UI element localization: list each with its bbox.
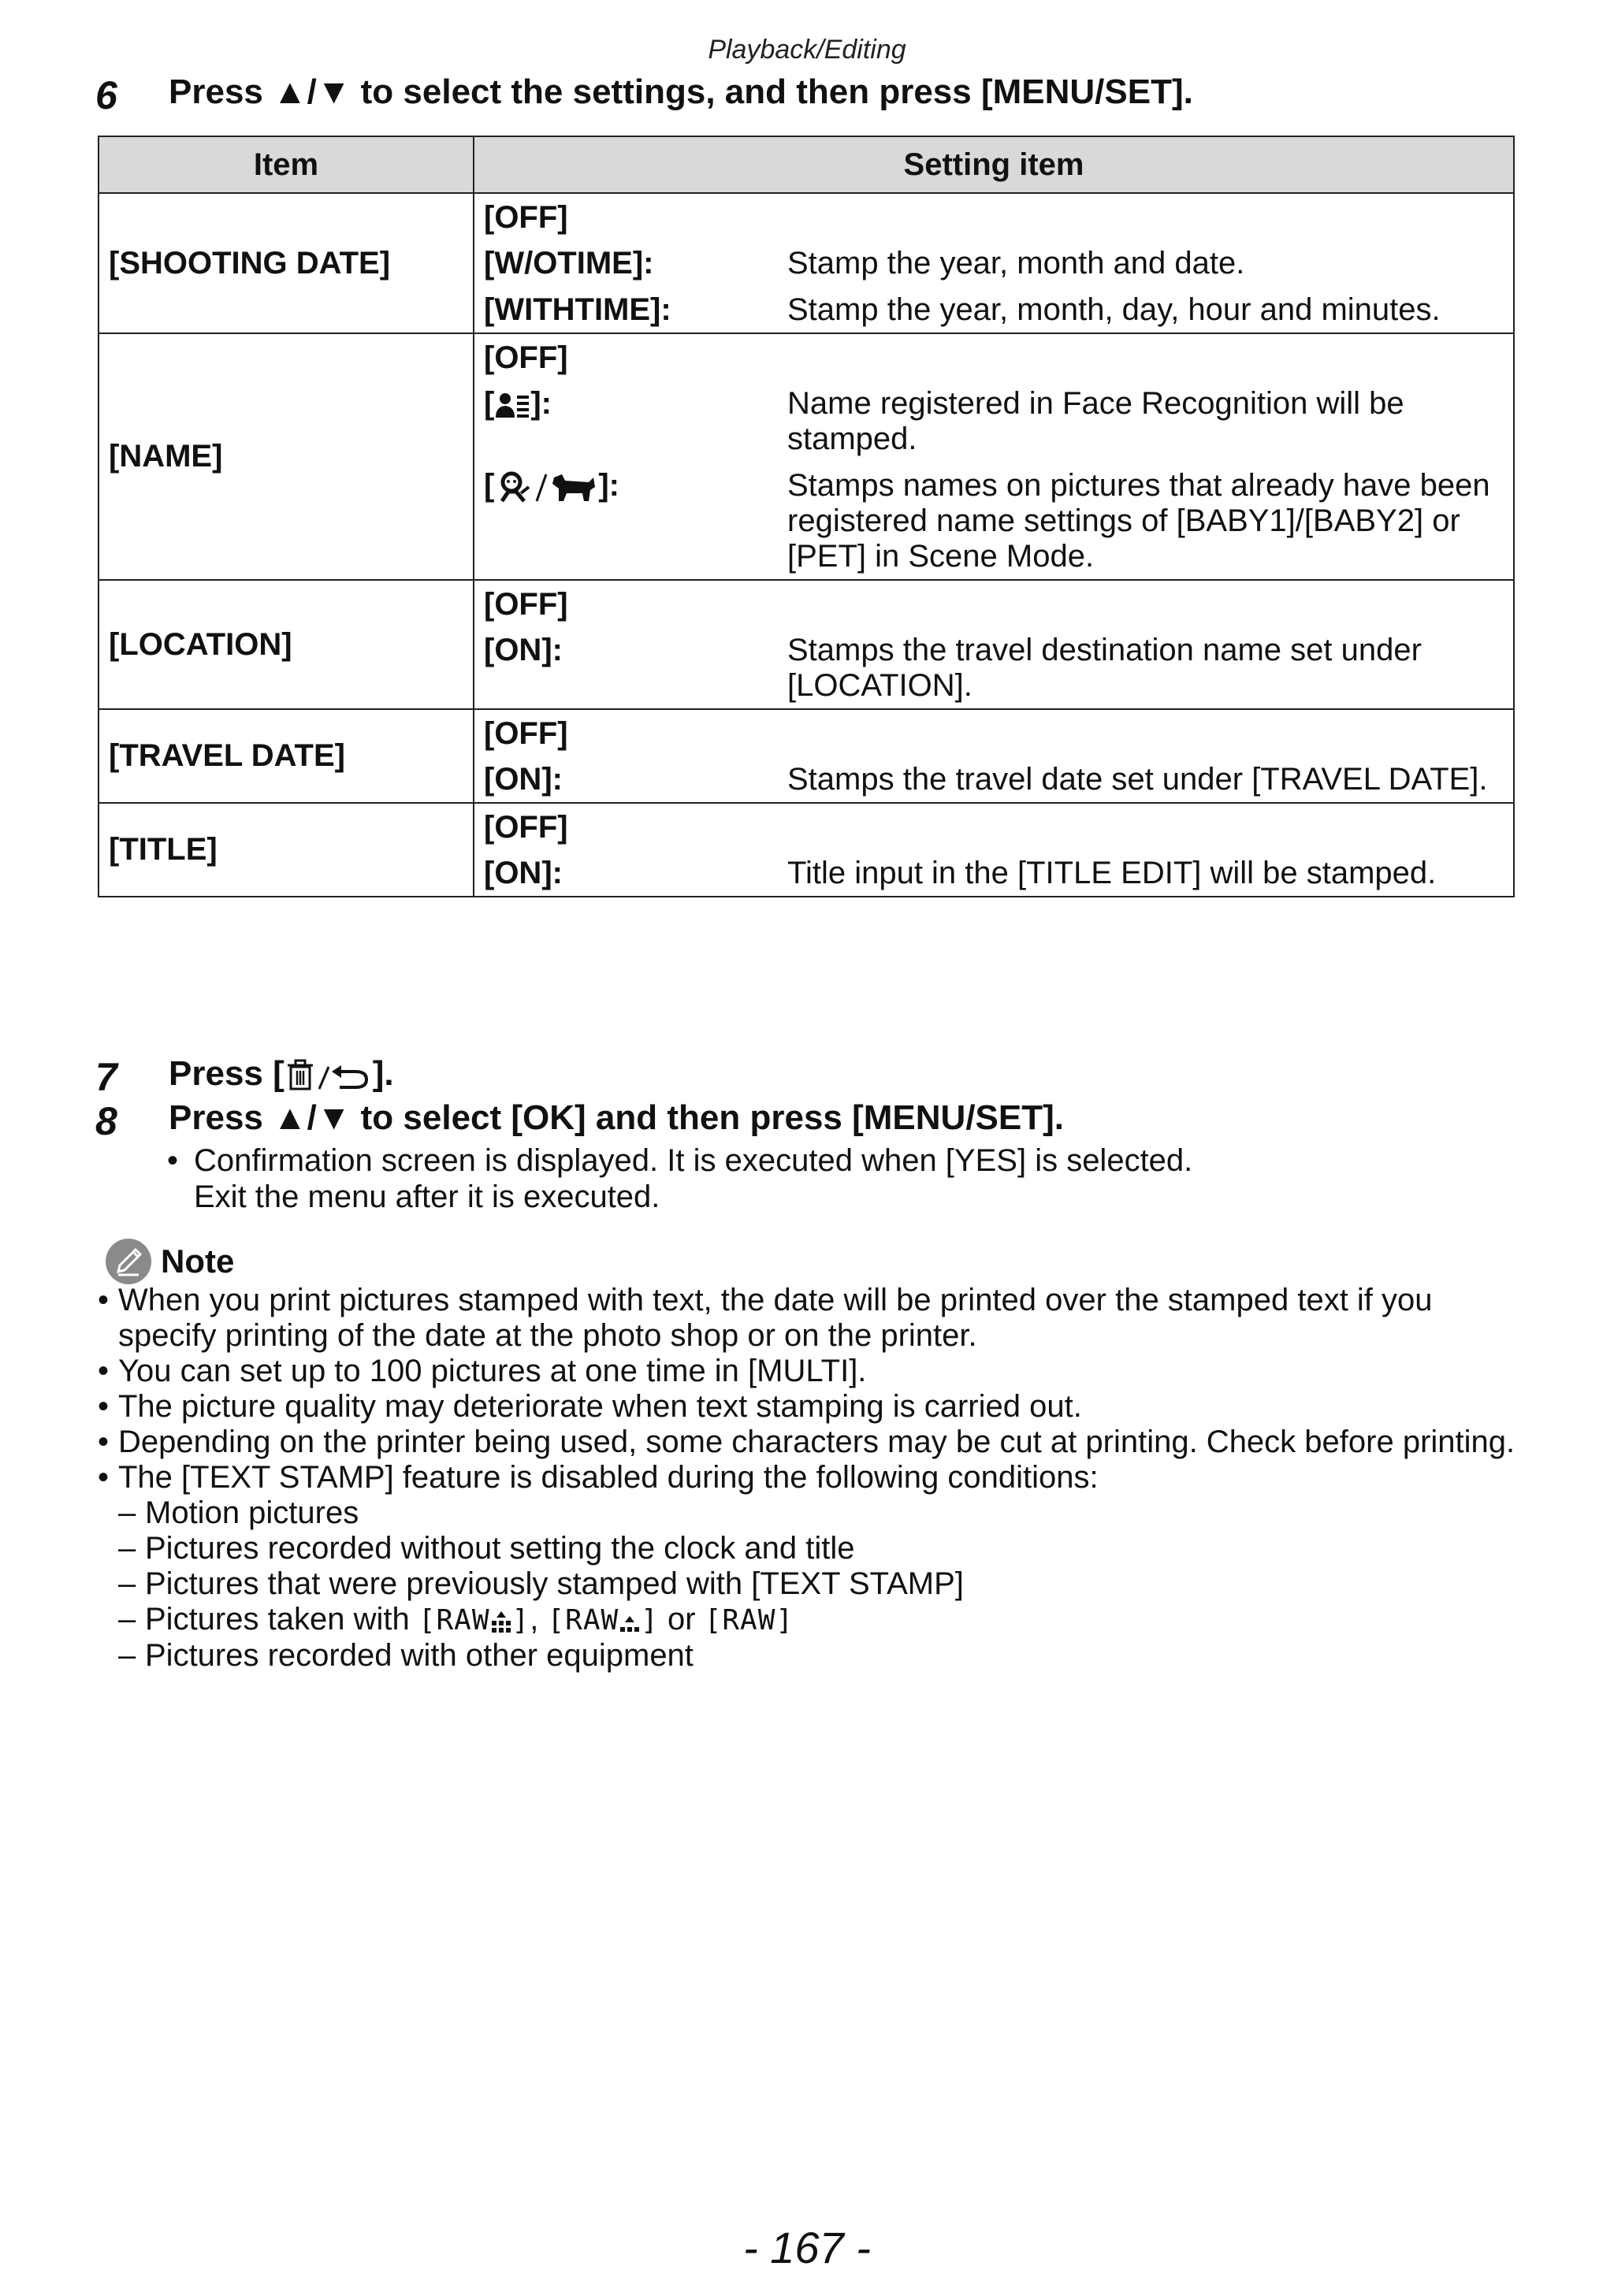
sub-item (98, 1566, 1532, 1602)
setting-cell (474, 333, 1514, 580)
item-cell: [LOCATION] (99, 580, 474, 709)
option-key: [WITHTIME]: (484, 292, 671, 327)
raw-standard-icon (547, 1603, 658, 1638)
delete-return-icon (284, 1059, 373, 1092)
note-title: Note (161, 1243, 235, 1280)
table-row (99, 193, 1514, 333)
raw-label-end: ] (511, 1604, 530, 1637)
sub-item-or: or (667, 1602, 696, 1637)
table-row (99, 333, 1514, 580)
setting-option (474, 380, 1513, 462)
sub-item-text: Motion pictures (145, 1495, 359, 1530)
option-desc: Name registered in Face Recognition will be stamped. (787, 386, 1404, 456)
step-text (169, 1054, 394, 1094)
item-cell: [NAME] (99, 333, 474, 580)
setting-option (474, 756, 1513, 802)
option-desc: Stamp the year, month, day, hour and minutes. (787, 292, 1441, 327)
setting-option (474, 462, 1513, 579)
sub-item (98, 1531, 1532, 1566)
note-item (98, 1425, 1532, 1460)
quality-standard-icon (619, 1610, 641, 1633)
step-number: 7 (95, 1055, 117, 1099)
bracket-close: ]: (598, 468, 619, 503)
sub-item (98, 1495, 1532, 1531)
raw-label-end: ] (641, 1604, 659, 1637)
bracket-open: [ (484, 386, 495, 421)
item-cell: [TRAVEL DATE] (99, 709, 474, 803)
pencil-note-icon (104, 1237, 153, 1286)
dash: – (118, 1531, 136, 1566)
note-item (98, 1354, 1532, 1389)
bullet-line-2: Exit the menu after it is executed. (194, 1180, 660, 1214)
setting-cell (474, 709, 1514, 803)
bracket-open: [ (484, 468, 495, 503)
note-text: When you print pictures stamped with text, the date will be printed over the stamped text if you specify printing of the date at the photo shop or on the printer. (118, 1283, 1433, 1353)
step-text-after: ]. (372, 1054, 394, 1093)
option-key: [ON]: (484, 762, 563, 797)
page-header: Playback/Editing (708, 35, 906, 65)
note-text: The [TEXT STAMP] feature is disabled during the following conditions: (118, 1460, 1099, 1495)
bracket-close: ]: (530, 386, 552, 421)
sub-item (98, 1602, 1532, 1638)
item-cell: [TITLE] (99, 803, 474, 897)
raw-only-icon: [RAW] (704, 1604, 794, 1637)
bullet-dot: • (98, 1354, 110, 1388)
note-heading (104, 1237, 234, 1286)
note-item (98, 1389, 1532, 1425)
step-text-before: Press [ (169, 1054, 284, 1093)
sub-item (98, 1638, 1532, 1674)
option-key: [ON]: (484, 856, 563, 890)
sub-item-text: Pictures recorded with other equipment (145, 1638, 694, 1673)
note-item (98, 1460, 1532, 1495)
setting-option (474, 710, 1513, 756)
sub-item-text: Pictures that were previously stamped with [TEXT STAMP] (145, 1566, 964, 1601)
setting-cell (474, 193, 1514, 333)
option-key: [OFF] (484, 810, 568, 845)
raw-fine-icon (418, 1603, 530, 1638)
item-cell: [SHOOTING DATE] (99, 193, 474, 333)
note-item (98, 1283, 1532, 1354)
note-list (98, 1283, 1532, 1674)
option-desc: Title input in the [TITLE EDIT] will be stamped. (787, 856, 1437, 890)
page-number: - 167 - (743, 2223, 871, 2272)
face-recognition-icon (494, 391, 530, 419)
setting-cell (474, 580, 1514, 709)
settings-table (98, 136, 1515, 897)
setting-option (474, 240, 1513, 286)
raw-label: [RAW (418, 1604, 490, 1637)
dash: – (118, 1495, 136, 1530)
bullet-dot: • (98, 1389, 110, 1424)
dash: – (118, 1566, 136, 1601)
setting-option (474, 194, 1513, 240)
table-row (99, 803, 1514, 897)
option-key: [W/OTIME]: (484, 246, 654, 280)
raw-label: [RAW (547, 1604, 619, 1637)
step-8-bullet (169, 1142, 1192, 1215)
option-desc: Stamps the travel date set under [TRAVEL DATE]. (787, 762, 1488, 797)
option-key: [OFF] (484, 200, 568, 235)
note-text: You can set up to 100 pictures at one time in [MULTI]. (118, 1354, 867, 1388)
table-row (99, 709, 1514, 803)
separator: , (530, 1602, 539, 1637)
setting-option (474, 334, 1513, 380)
step-text: Press ▲/▼ to select the settings, and then press [MENU/SET]. (169, 72, 1193, 111)
bullet-dot: • (98, 1283, 110, 1317)
option-key (484, 386, 787, 421)
dash: – (118, 1602, 136, 1637)
quality-fine-icon (490, 1610, 512, 1633)
table-row (99, 580, 1514, 709)
note-text: Depending on the printer being used, some characters may be cut at printing. Check before printing. (118, 1425, 1515, 1459)
baby-pet-icon (494, 471, 598, 503)
bullet-dot: • (98, 1460, 110, 1495)
setting-option (474, 286, 1513, 333)
note-text: The picture quality may deteriorate when text stamping is carried out. (118, 1389, 1082, 1424)
sub-item-text: Pictures taken with (145, 1602, 410, 1637)
step-number: 6 (95, 73, 117, 117)
option-key: [OFF] (484, 340, 568, 375)
column-header-setting: Setting item (474, 136, 1514, 193)
dash: – (118, 1638, 136, 1673)
option-key: [OFF] (484, 716, 568, 751)
setting-cell (474, 803, 1514, 897)
bullet-dot: • (167, 1143, 179, 1178)
setting-option (474, 626, 1513, 708)
bullet-dot: • (98, 1425, 110, 1459)
option-key: [OFF] (484, 587, 568, 622)
sub-item-text: Pictures recorded without setting the clock and title (145, 1531, 855, 1566)
option-key (484, 468, 787, 503)
step-number: 8 (95, 1099, 117, 1143)
option-desc: Stamps names on pictures that already have been registered name settings of [BABY1]/[BABY2] or [PET] in Scene Mode. (787, 468, 1490, 574)
setting-option (474, 581, 1513, 626)
table-header-row (99, 136, 1514, 193)
option-desc: Stamp the year, month and date. (787, 246, 1245, 280)
setting-option (474, 804, 1513, 849)
step-text: Press ▲/▼ to select [OK] and then press [MENU/SET]. (169, 1098, 1064, 1137)
column-header-item: Item (99, 136, 474, 193)
bullet-line-1: Confirmation screen is displayed. It is executed when [YES] is selected. (194, 1143, 1193, 1178)
option-desc: Stamps the travel destination name set under [LOCATION]. (787, 633, 1422, 703)
option-key: [ON]: (484, 633, 563, 667)
setting-option (474, 849, 1513, 896)
